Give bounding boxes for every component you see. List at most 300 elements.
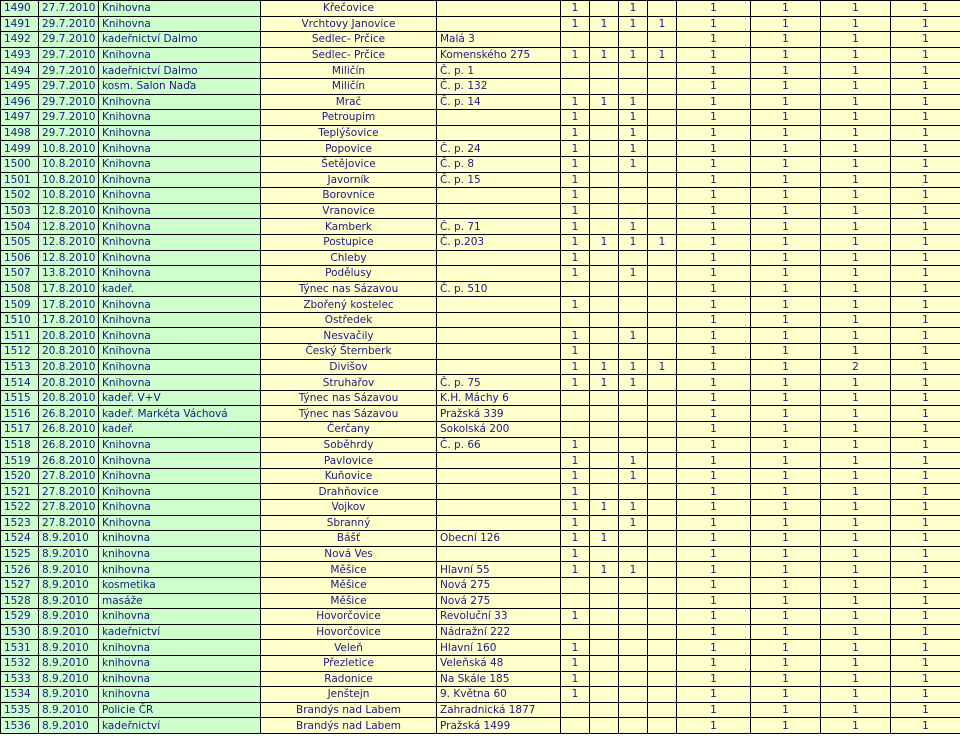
cell-mark-2[interactable]: [590, 141, 619, 157]
cell-count-3[interactable]: 1: [821, 468, 891, 484]
cell-mark-4[interactable]: [648, 32, 677, 48]
cell-mark-2[interactable]: [590, 546, 619, 562]
cell-count-2[interactable]: 1: [751, 32, 821, 48]
cell-row-number[interactable]: 1490: [1, 1, 39, 17]
cell-mark-4[interactable]: [648, 281, 677, 297]
cell-town[interactable]: Struhařov: [261, 375, 437, 391]
cell-count-1[interactable]: 1: [677, 328, 751, 344]
cell-count-2[interactable]: 1: [751, 655, 821, 671]
cell-date[interactable]: 20.8.2010: [39, 359, 99, 375]
cell-count-2[interactable]: 1: [751, 390, 821, 406]
cell-mark-4[interactable]: [648, 188, 677, 204]
cell-row-number[interactable]: 1503: [1, 203, 39, 219]
cell-date[interactable]: 29.7.2010: [39, 32, 99, 48]
cell-mark-1[interactable]: 1: [561, 110, 590, 126]
cell-count-2[interactable]: 1: [751, 359, 821, 375]
cell-mark-1[interactable]: 1: [561, 453, 590, 469]
cell-town[interactable]: Přezletice: [261, 655, 437, 671]
cell-row-number[interactable]: 1495: [1, 78, 39, 94]
cell-date[interactable]: 12.8.2010: [39, 234, 99, 250]
cell-address[interactable]: [437, 297, 561, 313]
cell-mark-2[interactable]: [590, 78, 619, 94]
cell-mark-1[interactable]: 1: [561, 484, 590, 500]
cell-count-1[interactable]: 1: [677, 94, 751, 110]
cell-mark-3[interactable]: 1: [619, 515, 648, 531]
cell-date[interactable]: 17.8.2010: [39, 281, 99, 297]
cell-count-1[interactable]: 1: [677, 125, 751, 141]
cell-mark-3[interactable]: [619, 702, 648, 718]
cell-mark-2[interactable]: [590, 484, 619, 500]
cell-row-number[interactable]: 1525: [1, 546, 39, 562]
cell-mark-4[interactable]: [648, 609, 677, 625]
cell-mark-4[interactable]: [648, 437, 677, 453]
cell-town[interactable]: Měšice: [261, 577, 437, 593]
cell-count-3[interactable]: 1: [821, 531, 891, 547]
cell-town[interactable]: Radonice: [261, 671, 437, 687]
cell-town[interactable]: Hovorčovice: [261, 624, 437, 640]
cell-organization[interactable]: knihovna: [99, 531, 261, 547]
cell-date[interactable]: 8.9.2010: [39, 531, 99, 547]
cell-count-4[interactable]: 1: [891, 141, 960, 157]
cell-address[interactable]: [437, 515, 561, 531]
cell-count-1[interactable]: 1: [677, 266, 751, 282]
cell-mark-1[interactable]: 1: [561, 328, 590, 344]
cell-mark-2[interactable]: [590, 687, 619, 703]
cell-count-4[interactable]: 1: [891, 437, 960, 453]
cell-count-1[interactable]: 1: [677, 702, 751, 718]
cell-address[interactable]: [437, 125, 561, 141]
cell-mark-2[interactable]: [590, 219, 619, 235]
cell-mark-3[interactable]: 1: [619, 500, 648, 516]
cell-mark-3[interactable]: [619, 188, 648, 204]
cell-count-4[interactable]: 1: [891, 531, 960, 547]
cell-count-1[interactable]: 1: [677, 531, 751, 547]
cell-mark-4[interactable]: 1: [648, 47, 677, 63]
cell-count-3[interactable]: 1: [821, 577, 891, 593]
cell-mark-4[interactable]: [648, 655, 677, 671]
cell-mark-4[interactable]: [648, 266, 677, 282]
cell-mark-4[interactable]: [648, 718, 677, 734]
cell-address[interactable]: Č. p. 24: [437, 141, 561, 157]
cell-count-1[interactable]: 1: [677, 468, 751, 484]
cell-mark-3[interactable]: [619, 406, 648, 422]
cell-organization[interactable]: kadeřnictví: [99, 624, 261, 640]
cell-count-4[interactable]: 1: [891, 281, 960, 297]
cell-count-2[interactable]: 1: [751, 453, 821, 469]
cell-mark-3[interactable]: [619, 577, 648, 593]
cell-count-3[interactable]: 1: [821, 546, 891, 562]
cell-mark-4[interactable]: [648, 577, 677, 593]
cell-mark-2[interactable]: [590, 577, 619, 593]
cell-mark-3[interactable]: 1: [619, 1, 648, 17]
cell-town[interactable]: Drahňovice: [261, 484, 437, 500]
cell-count-3[interactable]: 1: [821, 593, 891, 609]
cell-count-1[interactable]: 1: [677, 515, 751, 531]
cell-mark-3[interactable]: [619, 593, 648, 609]
cell-row-number[interactable]: 1494: [1, 63, 39, 79]
cell-mark-4[interactable]: [648, 219, 677, 235]
cell-count-2[interactable]: 1: [751, 172, 821, 188]
cell-date[interactable]: 20.8.2010: [39, 328, 99, 344]
cell-organization[interactable]: Policie ČR: [99, 702, 261, 718]
cell-mark-2[interactable]: [590, 110, 619, 126]
cell-mark-2[interactable]: [590, 281, 619, 297]
cell-row-number[interactable]: 1528: [1, 593, 39, 609]
cell-count-4[interactable]: 1: [891, 359, 960, 375]
cell-date[interactable]: 27.8.2010: [39, 500, 99, 516]
cell-row-number[interactable]: 1493: [1, 47, 39, 63]
cell-mark-3[interactable]: [619, 655, 648, 671]
cell-mark-4[interactable]: [648, 312, 677, 328]
cell-count-3[interactable]: 1: [821, 1, 891, 17]
cell-mark-1[interactable]: 1: [561, 1, 590, 17]
cell-mark-2[interactable]: 1: [590, 16, 619, 32]
cell-mark-1[interactable]: 1: [561, 437, 590, 453]
cell-count-1[interactable]: 1: [677, 16, 751, 32]
cell-mark-1[interactable]: 1: [561, 172, 590, 188]
cell-count-2[interactable]: 1: [751, 266, 821, 282]
cell-count-1[interactable]: 1: [677, 655, 751, 671]
cell-count-2[interactable]: 1: [751, 593, 821, 609]
cell-count-4[interactable]: 1: [891, 500, 960, 516]
cell-count-2[interactable]: 1: [751, 203, 821, 219]
cell-count-2[interactable]: 1: [751, 78, 821, 94]
cell-organization[interactable]: Knihovna: [99, 188, 261, 204]
cell-count-3[interactable]: 1: [821, 609, 891, 625]
cell-count-3[interactable]: 1: [821, 375, 891, 391]
cell-count-2[interactable]: 1: [751, 468, 821, 484]
cell-town[interactable]: Miličín: [261, 63, 437, 79]
cell-mark-4[interactable]: [648, 78, 677, 94]
cell-date[interactable]: 17.8.2010: [39, 297, 99, 313]
cell-mark-2[interactable]: [590, 406, 619, 422]
cell-mark-3[interactable]: [619, 718, 648, 734]
cell-town[interactable]: Chleby: [261, 250, 437, 266]
cell-mark-3[interactable]: [619, 312, 648, 328]
cell-row-number[interactable]: 1500: [1, 156, 39, 172]
cell-address[interactable]: Č. p. 1: [437, 63, 561, 79]
cell-mark-4[interactable]: [648, 453, 677, 469]
cell-address[interactable]: Č. p. 510: [437, 281, 561, 297]
cell-date[interactable]: 29.7.2010: [39, 16, 99, 32]
cell-mark-4[interactable]: [648, 110, 677, 126]
cell-mark-2[interactable]: [590, 718, 619, 734]
cell-count-2[interactable]: 1: [751, 250, 821, 266]
cell-date[interactable]: 27.8.2010: [39, 468, 99, 484]
cell-mark-2[interactable]: [590, 1, 619, 17]
cell-organization[interactable]: knihovna: [99, 609, 261, 625]
cell-organization[interactable]: Knihovna: [99, 500, 261, 516]
cell-count-3[interactable]: 1: [821, 453, 891, 469]
cell-count-3[interactable]: 1: [821, 110, 891, 126]
cell-count-2[interactable]: 1: [751, 577, 821, 593]
cell-row-number[interactable]: 1513: [1, 359, 39, 375]
cell-date[interactable]: 10.8.2010: [39, 188, 99, 204]
cell-count-2[interactable]: 1: [751, 344, 821, 360]
cell-count-2[interactable]: 1: [751, 281, 821, 297]
cell-mark-3[interactable]: [619, 484, 648, 500]
cell-date[interactable]: 8.9.2010: [39, 702, 99, 718]
cell-count-4[interactable]: 1: [891, 47, 960, 63]
cell-mark-2[interactable]: [590, 655, 619, 671]
cell-count-1[interactable]: 1: [677, 609, 751, 625]
cell-mark-1[interactable]: [561, 63, 590, 79]
cell-organization[interactable]: Knihovna: [99, 344, 261, 360]
cell-town[interactable]: Bášť: [261, 531, 437, 547]
cell-count-3[interactable]: 1: [821, 640, 891, 656]
cell-count-2[interactable]: 1: [751, 718, 821, 734]
cell-date[interactable]: 8.9.2010: [39, 655, 99, 671]
cell-mark-3[interactable]: 1: [619, 328, 648, 344]
cell-count-1[interactable]: 1: [677, 375, 751, 391]
cell-mark-3[interactable]: 1: [619, 156, 648, 172]
cell-organization[interactable]: kadeř.: [99, 422, 261, 438]
cell-mark-1[interactable]: [561, 624, 590, 640]
cell-count-2[interactable]: 1: [751, 234, 821, 250]
cell-organization[interactable]: Knihovna: [99, 47, 261, 63]
cell-count-4[interactable]: 1: [891, 1, 960, 17]
cell-mark-2[interactable]: 1: [590, 375, 619, 391]
cell-count-3[interactable]: 1: [821, 312, 891, 328]
cell-mark-3[interactable]: [619, 297, 648, 313]
cell-mark-1[interactable]: 1: [561, 297, 590, 313]
cell-count-4[interactable]: 1: [891, 515, 960, 531]
cell-row-number[interactable]: 1507: [1, 266, 39, 282]
cell-count-4[interactable]: 1: [891, 546, 960, 562]
cell-address[interactable]: [437, 188, 561, 204]
cell-mark-4[interactable]: [648, 297, 677, 313]
cell-row-number[interactable]: 1517: [1, 422, 39, 438]
cell-count-1[interactable]: 1: [677, 484, 751, 500]
cell-count-4[interactable]: 1: [891, 344, 960, 360]
cell-mark-1[interactable]: [561, 702, 590, 718]
cell-mark-4[interactable]: [648, 640, 677, 656]
cell-count-1[interactable]: 1: [677, 453, 751, 469]
cell-organization[interactable]: Knihovna: [99, 468, 261, 484]
cell-organization[interactable]: Knihovna: [99, 515, 261, 531]
cell-count-3[interactable]: 1: [821, 250, 891, 266]
cell-organization[interactable]: kadeřnictví Dalmo: [99, 32, 261, 48]
cell-mark-1[interactable]: 1: [561, 344, 590, 360]
cell-count-4[interactable]: 1: [891, 312, 960, 328]
cell-organization[interactable]: Knihovna: [99, 453, 261, 469]
cell-row-number[interactable]: 1512: [1, 344, 39, 360]
cell-count-2[interactable]: 1: [751, 437, 821, 453]
cell-count-2[interactable]: 1: [751, 406, 821, 422]
cell-town[interactable]: Divišov: [261, 359, 437, 375]
cell-organization[interactable]: Knihovna: [99, 297, 261, 313]
cell-row-number[interactable]: 1509: [1, 297, 39, 313]
cell-date[interactable]: 12.8.2010: [39, 219, 99, 235]
cell-mark-1[interactable]: [561, 390, 590, 406]
cell-organization[interactable]: Knihovna: [99, 328, 261, 344]
cell-count-1[interactable]: 1: [677, 422, 751, 438]
cell-mark-1[interactable]: 1: [561, 500, 590, 516]
cell-mark-2[interactable]: [590, 344, 619, 360]
cell-organization[interactable]: Knihovna: [99, 203, 261, 219]
cell-town[interactable]: Vrchtovy Janovice: [261, 16, 437, 32]
cell-row-number[interactable]: 1529: [1, 609, 39, 625]
cell-count-3[interactable]: 1: [821, 219, 891, 235]
cell-row-number[interactable]: 1501: [1, 172, 39, 188]
cell-row-number[interactable]: 1516: [1, 406, 39, 422]
cell-count-1[interactable]: 1: [677, 437, 751, 453]
cell-count-3[interactable]: 1: [821, 266, 891, 282]
cell-row-number[interactable]: 1532: [1, 655, 39, 671]
cell-mark-3[interactable]: 1: [619, 94, 648, 110]
cell-row-number[interactable]: 1521: [1, 484, 39, 500]
cell-row-number[interactable]: 1530: [1, 624, 39, 640]
cell-count-2[interactable]: 1: [751, 546, 821, 562]
cell-count-3[interactable]: 1: [821, 125, 891, 141]
cell-count-2[interactable]: 1: [751, 531, 821, 547]
cell-town[interactable]: Čerčany: [261, 422, 437, 438]
cell-mark-4[interactable]: [648, 593, 677, 609]
cell-address[interactable]: [437, 250, 561, 266]
cell-mark-4[interactable]: [648, 468, 677, 484]
cell-date[interactable]: 12.8.2010: [39, 203, 99, 219]
cell-mark-4[interactable]: [648, 156, 677, 172]
cell-address[interactable]: Nová 275: [437, 593, 561, 609]
cell-count-4[interactable]: 1: [891, 593, 960, 609]
cell-row-number[interactable]: 1534: [1, 687, 39, 703]
cell-organization[interactable]: Knihovna: [99, 156, 261, 172]
cell-count-4[interactable]: 1: [891, 203, 960, 219]
cell-mark-2[interactable]: [590, 172, 619, 188]
cell-row-number[interactable]: 1498: [1, 125, 39, 141]
cell-count-1[interactable]: 1: [677, 141, 751, 157]
cell-address[interactable]: Č. p. 8: [437, 156, 561, 172]
cell-row-number[interactable]: 1526: [1, 562, 39, 578]
cell-count-1[interactable]: 1: [677, 234, 751, 250]
cell-count-1[interactable]: 1: [677, 312, 751, 328]
cell-row-number[interactable]: 1531: [1, 640, 39, 656]
cell-count-1[interactable]: 1: [677, 390, 751, 406]
cell-town[interactable]: Pavlovice: [261, 453, 437, 469]
cell-mark-1[interactable]: 1: [561, 687, 590, 703]
cell-town[interactable]: Měšice: [261, 593, 437, 609]
cell-mark-4[interactable]: [648, 484, 677, 500]
cell-mark-3[interactable]: [619, 78, 648, 94]
cell-row-number[interactable]: 1533: [1, 671, 39, 687]
cell-count-4[interactable]: 1: [891, 234, 960, 250]
cell-town[interactable]: Týnec nas Sázavou: [261, 390, 437, 406]
cell-mark-1[interactable]: [561, 406, 590, 422]
cell-count-2[interactable]: 1: [751, 562, 821, 578]
cell-town[interactable]: Hovorčovice: [261, 609, 437, 625]
cell-address[interactable]: Sokolská 200: [437, 422, 561, 438]
cell-organization[interactable]: knihovna: [99, 671, 261, 687]
cell-count-4[interactable]: 1: [891, 110, 960, 126]
cell-count-2[interactable]: 1: [751, 328, 821, 344]
cell-mark-4[interactable]: 1: [648, 359, 677, 375]
cell-count-1[interactable]: 1: [677, 500, 751, 516]
cell-mark-4[interactable]: [648, 125, 677, 141]
cell-mark-2[interactable]: [590, 188, 619, 204]
cell-mark-3[interactable]: [619, 546, 648, 562]
cell-count-1[interactable]: 1: [677, 172, 751, 188]
cell-mark-4[interactable]: 1: [648, 16, 677, 32]
cell-date[interactable]: 8.9.2010: [39, 687, 99, 703]
cell-organization[interactable]: Knihovna: [99, 16, 261, 32]
cell-town[interactable]: Týnec nas Sázavou: [261, 406, 437, 422]
cell-mark-3[interactable]: 1: [619, 375, 648, 391]
cell-row-number[interactable]: 1504: [1, 219, 39, 235]
cell-mark-4[interactable]: [648, 422, 677, 438]
cell-mark-3[interactable]: [619, 687, 648, 703]
cell-date[interactable]: 29.7.2010: [39, 110, 99, 126]
cell-address[interactable]: Č. p.203: [437, 234, 561, 250]
cell-address[interactable]: [437, 203, 561, 219]
cell-mark-3[interactable]: [619, 609, 648, 625]
cell-count-3[interactable]: 1: [821, 406, 891, 422]
cell-count-2[interactable]: 1: [751, 156, 821, 172]
cell-mark-1[interactable]: 1: [561, 203, 590, 219]
cell-count-4[interactable]: 1: [891, 484, 960, 500]
cell-address[interactable]: Nádražní 222: [437, 624, 561, 640]
cell-mark-4[interactable]: [648, 344, 677, 360]
cell-address[interactable]: Hlavní 160: [437, 640, 561, 656]
cell-date[interactable]: 8.9.2010: [39, 671, 99, 687]
cell-mark-2[interactable]: [590, 468, 619, 484]
cell-count-1[interactable]: 1: [677, 344, 751, 360]
cell-address[interactable]: Č. p. 14: [437, 94, 561, 110]
cell-count-3[interactable]: 1: [821, 141, 891, 157]
cell-organization[interactable]: Knihovna: [99, 234, 261, 250]
cell-mark-1[interactable]: 1: [561, 156, 590, 172]
cell-mark-3[interactable]: 1: [619, 468, 648, 484]
cell-count-1[interactable]: 1: [677, 188, 751, 204]
cell-count-4[interactable]: 1: [891, 609, 960, 625]
cell-mark-2[interactable]: [590, 125, 619, 141]
cell-mark-3[interactable]: [619, 640, 648, 656]
cell-mark-4[interactable]: [648, 624, 677, 640]
cell-row-number[interactable]: 1508: [1, 281, 39, 297]
cell-count-2[interactable]: 1: [751, 94, 821, 110]
cell-mark-2[interactable]: [590, 515, 619, 531]
cell-count-3[interactable]: 1: [821, 422, 891, 438]
cell-mark-4[interactable]: [648, 702, 677, 718]
cell-address[interactable]: [437, 484, 561, 500]
cell-count-2[interactable]: 1: [751, 609, 821, 625]
cell-town[interactable]: Zbořený kostelec: [261, 297, 437, 313]
cell-mark-2[interactable]: 1: [590, 234, 619, 250]
cell-count-2[interactable]: 1: [751, 515, 821, 531]
cell-count-2[interactable]: 1: [751, 110, 821, 126]
cell-count-4[interactable]: 1: [891, 655, 960, 671]
cell-count-1[interactable]: 1: [677, 671, 751, 687]
cell-town[interactable]: Brandýs nad Labem: [261, 702, 437, 718]
cell-town[interactable]: Mrač: [261, 94, 437, 110]
cell-town[interactable]: Křečovice: [261, 1, 437, 17]
cell-address[interactable]: Č. p. 132: [437, 78, 561, 94]
cell-mark-2[interactable]: 1: [590, 359, 619, 375]
cell-mark-2[interactable]: [590, 422, 619, 438]
cell-mark-2[interactable]: [590, 437, 619, 453]
cell-town[interactable]: Jenštejn: [261, 687, 437, 703]
cell-count-4[interactable]: 1: [891, 406, 960, 422]
cell-row-number[interactable]: 1536: [1, 718, 39, 734]
cell-count-3[interactable]: 1: [821, 78, 891, 94]
cell-mark-3[interactable]: 1: [619, 47, 648, 63]
cell-mark-3[interactable]: [619, 531, 648, 547]
cell-address[interactable]: [437, 1, 561, 17]
cell-count-4[interactable]: 1: [891, 687, 960, 703]
cell-count-2[interactable]: 1: [751, 297, 821, 313]
cell-mark-3[interactable]: [619, 422, 648, 438]
cell-count-2[interactable]: 1: [751, 671, 821, 687]
cell-mark-1[interactable]: 1: [561, 16, 590, 32]
